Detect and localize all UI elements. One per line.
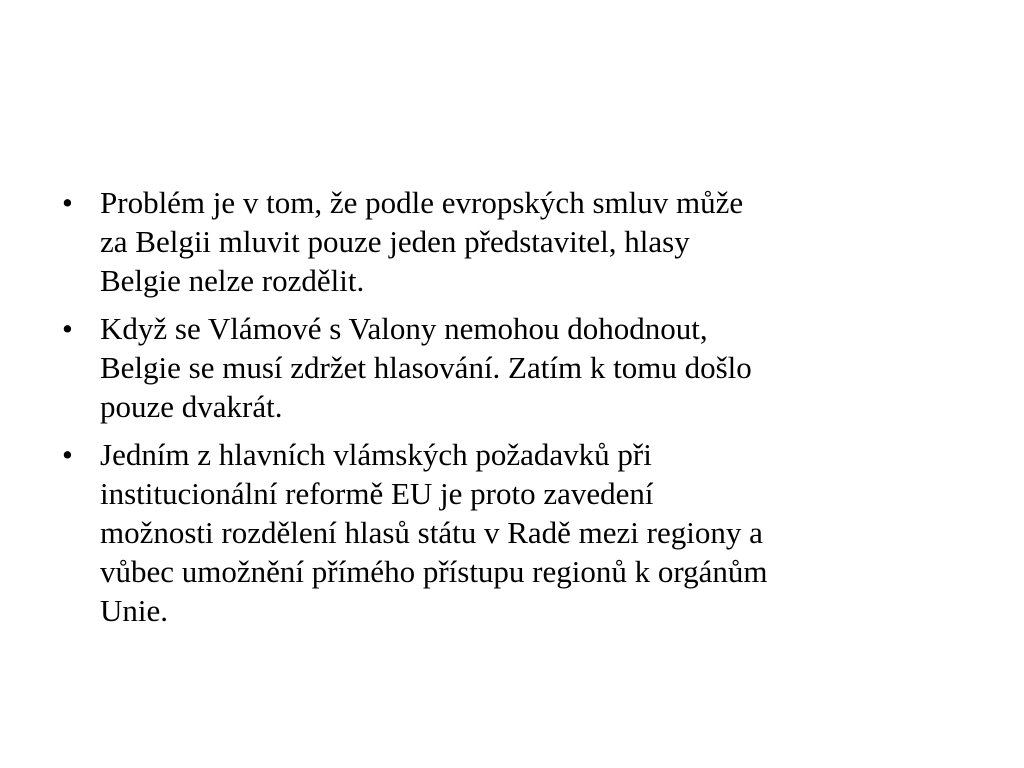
- bullet-item: [62, 309, 982, 426]
- bullet-text-line: Jedním z hlavních vlámských požadavků při: [100, 437, 652, 472]
- bullet-text-line: pouze dvakrát.: [100, 389, 283, 424]
- bullet-text-line: Belgie se musí zdržet hlasování. Zatím k tomu došlo: [100, 350, 752, 385]
- bullet-text-line: Unie.: [100, 593, 169, 628]
- bullet-item: [62, 435, 982, 630]
- bullet-list: [62, 183, 982, 639]
- bullet-dot-icon: •: [62, 311, 73, 346]
- bullet-text-line: možnosti rozdělení hlasů státu v Radě mezi regiony a: [100, 515, 763, 550]
- bullet-text-line: Belgie nelze rozdělit.: [100, 263, 365, 298]
- bullet-dot-icon: •: [62, 437, 73, 472]
- bullet-text-line: Když se Vlámové s Valony nemohou dohodnout,: [100, 311, 708, 346]
- bullet-dot-icon: •: [62, 185, 73, 220]
- bullet-text-line: za Belgii mluvit pouze jeden představitel, hlasy: [100, 224, 690, 259]
- bullet-item: [62, 183, 982, 300]
- bullet-text-line: vůbec umožnění přímého přístupu regionů k orgánům: [100, 554, 768, 589]
- bullet-text-line: Problém je v tom, že podle evropských smluv může: [100, 185, 744, 220]
- bullet-text-line: institucionální reformě EU je proto zavedení: [100, 476, 654, 511]
